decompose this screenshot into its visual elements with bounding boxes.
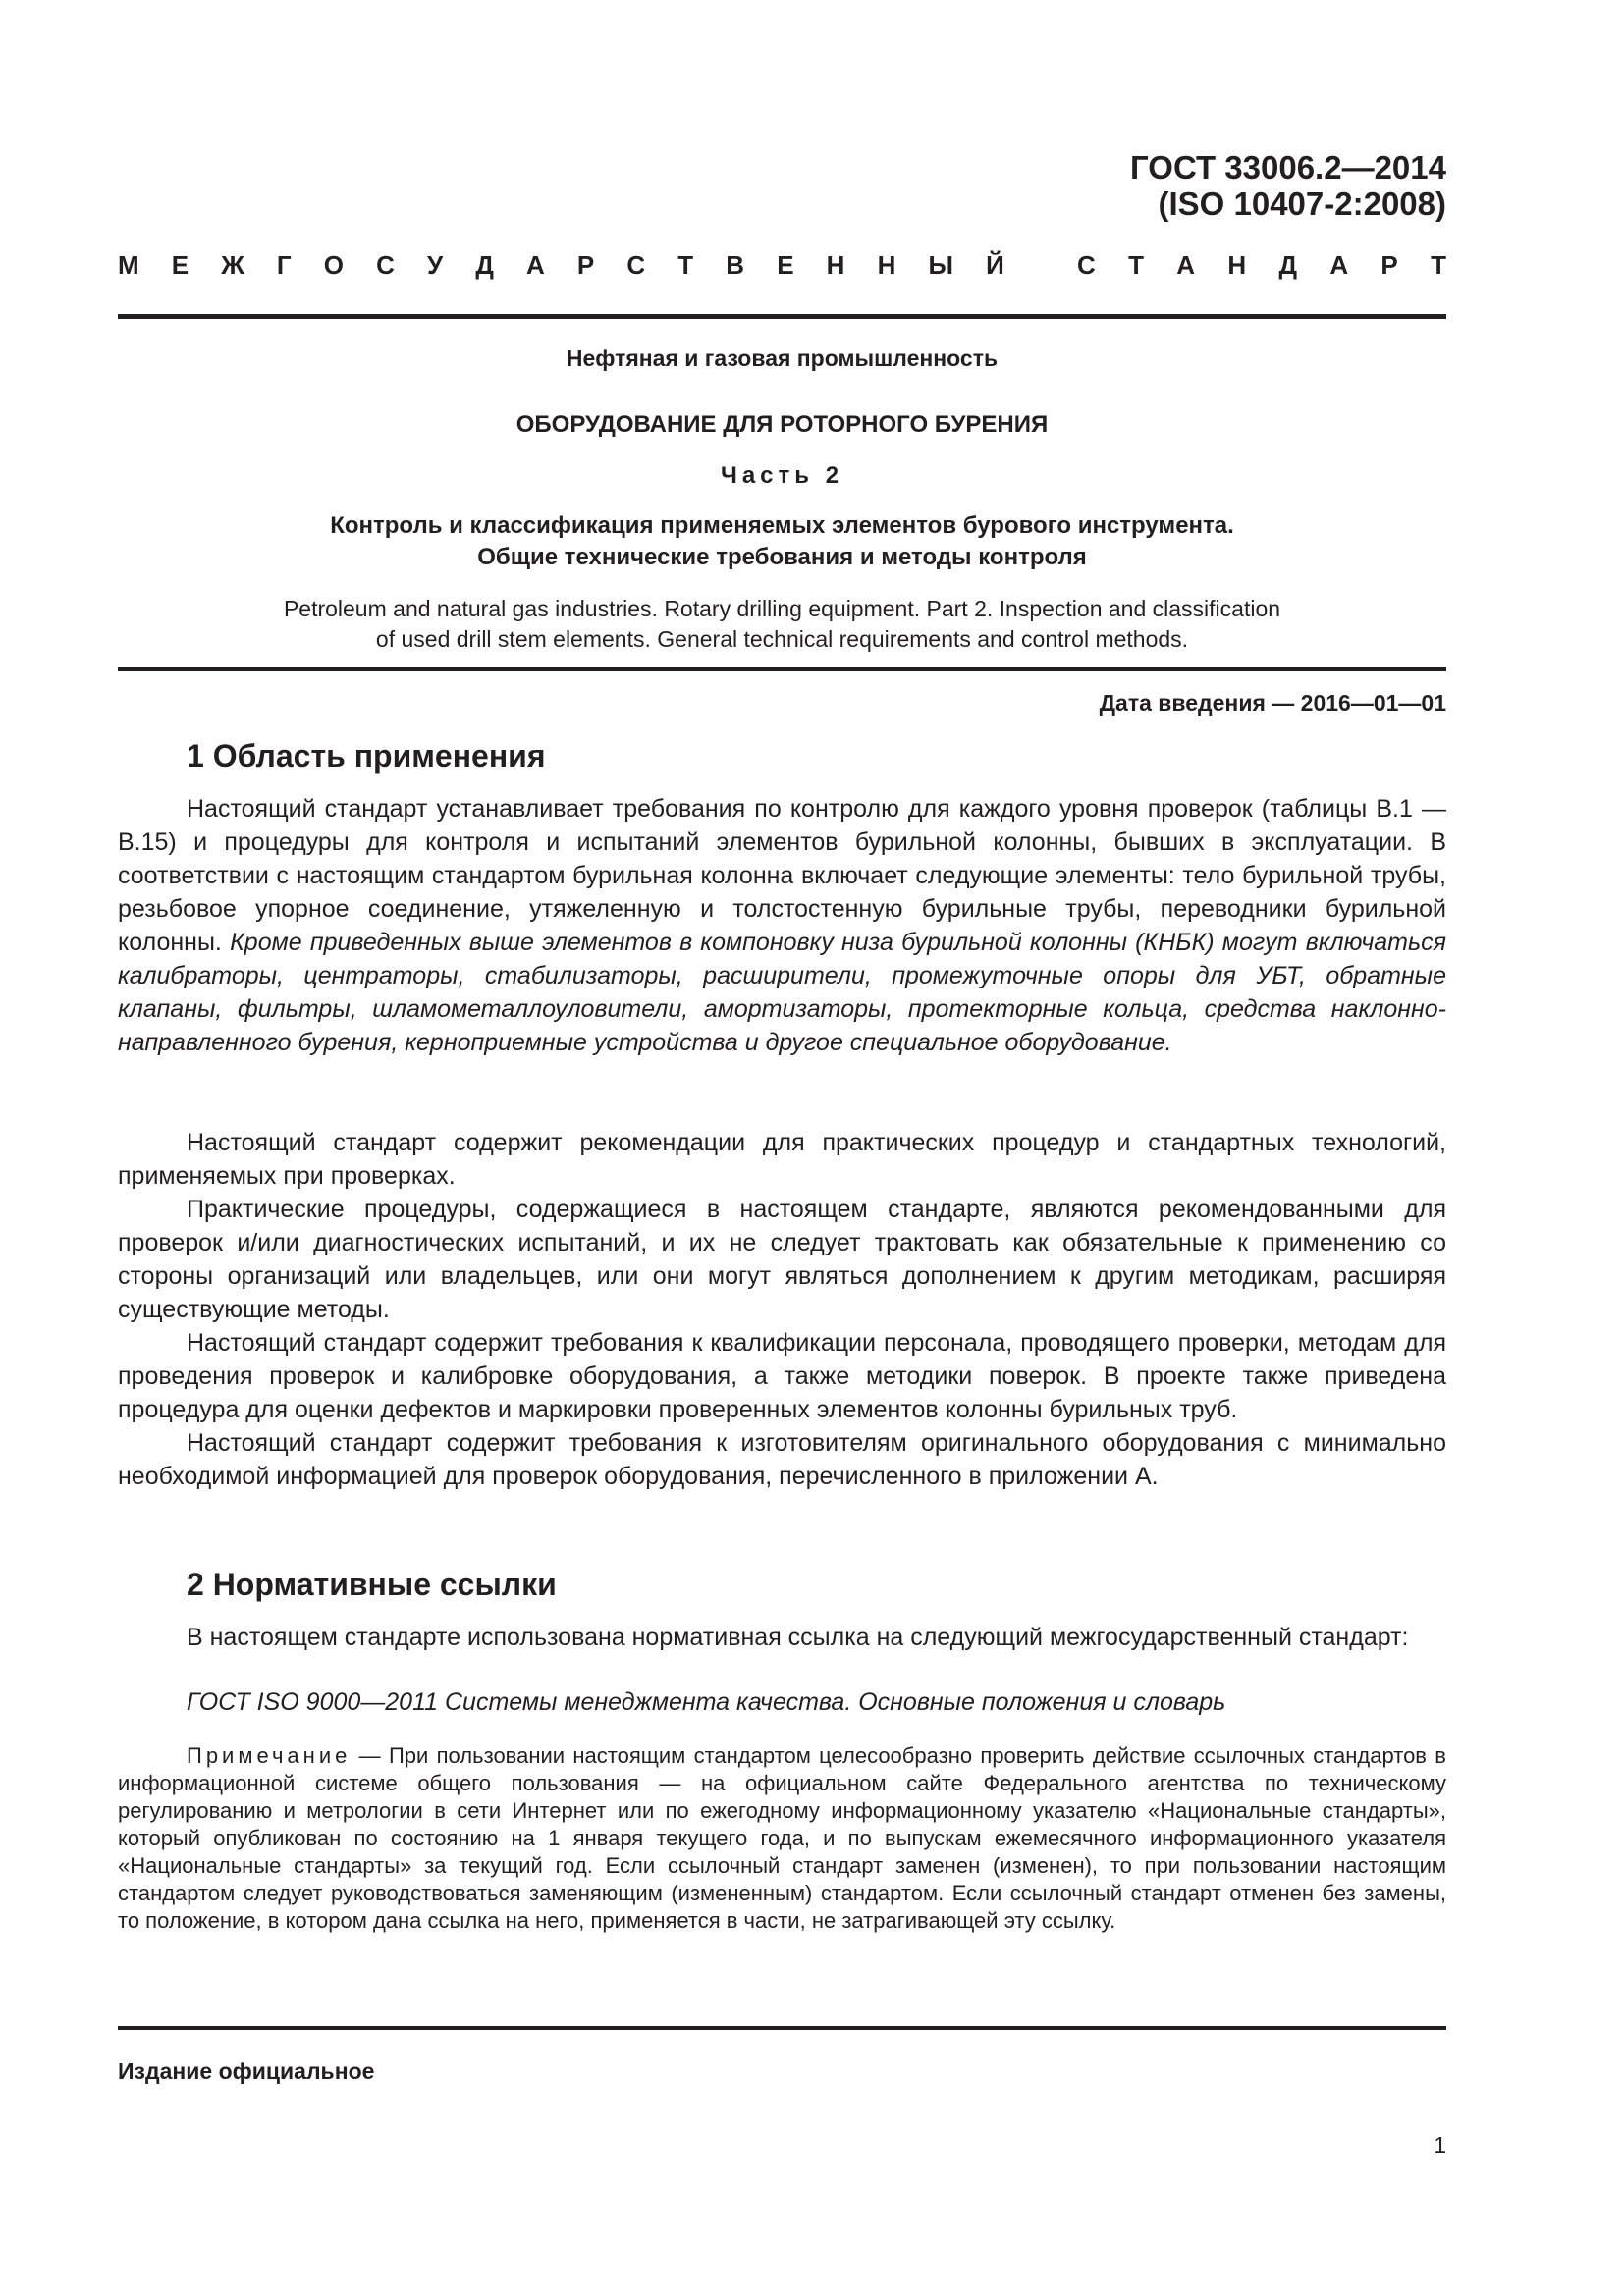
intro-date: Дата введения — 2016—01—01 — [1099, 690, 1446, 716]
note-label: Примечание — [187, 1743, 352, 1768]
doc-number-block — [1130, 149, 1446, 222]
page-number: 1 — [1434, 2132, 1446, 2158]
subtitle-line2: Общие технические требования и методы контроля — [477, 544, 1087, 570]
section1-paragraph1-italic: Кроме приведенных выше элементов в компоновку низа бурильной колонны (КНБК) могут включаться калибраторы, центраторы, стабилизаторы, расширители, промежуточные опоры для УБТ, обратные клапаны, фильтры, шламометаллоуловители, амортизаторы, протекторные кольца, средства наклонно-направленного бурения, керноприемные устройства и другое специальное оборудование. — [118, 929, 1446, 1056]
section2-body — [118, 1621, 1446, 1654]
part-label: Часть 2 — [720, 462, 844, 489]
normative-reference: ГОСТ ISO 9000—2011 Системы менеджмента качества. Основные положения и словарь — [187, 1688, 1226, 1716]
section1-paragraph2: Настоящий стандарт содержит рекомендации для практических процедур и стандартных технологий, применяемых при проверках. — [118, 1129, 1446, 1190]
section1-heading: 1 Область применения — [187, 738, 546, 774]
title-rule — [118, 667, 1446, 671]
section2-heading: 2 Нормативные ссылки — [187, 1567, 557, 1602]
standard-type-banner — [118, 250, 1446, 280]
note-block — [118, 1742, 1446, 1935]
standard-type-word2: С Т А Н Д А Р Т — [1077, 250, 1446, 280]
note-paragraph — [118, 1742, 1446, 1935]
standard-type-word1: М Е Ж Г О С У Д А Р С Т В Е Н Н Ы Й — [118, 250, 1004, 280]
footer-rule — [118, 2026, 1446, 2030]
section1-body — [118, 792, 1446, 1059]
doc-number: ГОСТ 33006.2—2014 — [1130, 149, 1446, 186]
section1-body-continued — [118, 1126, 1446, 1493]
section1-paragraph5: Настоящий стандарт содержит требования к изготовителям оригинального оборудования с минимально необходимой информацией для проверок оборудования, перечисленного в приложении А. — [118, 1429, 1446, 1490]
section1-paragraph1-text: Настоящий стандарт устанавливает требования по контролю для каждого уровня проверок (таблицы B.1 — B.15) и процедуры для контроля и испытаний элементов бурильной колонны, бывших в эксплуатации. В соответствии с настоящим стандартом бурильная колонна включает следующие элементы: тело бурильной трубы, резьбовое упорное соединение, утяжеленную и толстостенную бурильные трубы, переводники бурильной колонны. — [118, 795, 1446, 956]
document-title: ОБОРУДОВАНИЕ ДЛЯ РОТОРНОГО БУРЕНИЯ — [515, 411, 1049, 438]
subtitle-line1: Контроль и классификация применяемых элементов бурового инструмента. — [330, 512, 1234, 539]
document-subtitle — [118, 510, 1446, 573]
section2-paragraph1: В настоящем стандарте использована нормативная ссылка на следующий межгосударственный стандарт: — [187, 1624, 1409, 1651]
edition-label: Издание официальное — [118, 2058, 375, 2084]
section1-paragraph3: Практические процедуры, содержащиеся в настоящем стандарте, являются рекомендованными для проверок и/или диагностических испытаний, и их не следует трактовать как обязательные к применению со стороны организаций или владельцев, или они могут являться дополнением к другим методикам, расширяя существующие методы. — [118, 1196, 1446, 1323]
note-text: — При пользовании настоящим стандартом целесообразно проверить действие ссылочных стандартов в информационной системе общего пользования — на официальном сайте Федерального агентства по техническому регулированию и метрологии в сети Интернет или по ежегодному информационному указателю «Национальные стандарты», который опубликован по состоянию на 1 января текущего года, и по выпускам ежемесячного информационного указателя «Национальные стандарты» за текущий год. Если ссылочный стандарт заменен (изменен), то при пользовании настоящим стандартом следует руководствоваться заменяющим (измененным) стандартом. Если ссылочный стандарт отменен без замены, то положение, в котором дана ссылка на него, применяется в части, не затрагивающей эту ссылку. — [118, 1743, 1446, 1933]
header-rule — [118, 314, 1446, 319]
section1-paragraph4: Настоящий стандарт содержит требования к квалификации персонала, проводящего проверки, методам для проведения проверок и калибровке оборудования, а также методики поверок. В проекте также приведена процедура для оценки дефектов и маркировки проверенных элементов колонны бурильных труб. — [118, 1329, 1446, 1423]
section1-paragraph1 — [118, 792, 1446, 1059]
english-title-line1: Petroleum and natural gas industries. Rotary drilling equipment. Part 2. Inspection and classification — [283, 596, 1281, 621]
english-title-line2: of used drill stem elements. General technical requirements and control methods. — [375, 626, 1189, 652]
iso-number: (ISO 10407-2:2008) — [1158, 186, 1446, 222]
english-title — [118, 594, 1446, 655]
industry-title: Нефтяная и газовая промышленность — [566, 346, 999, 371]
